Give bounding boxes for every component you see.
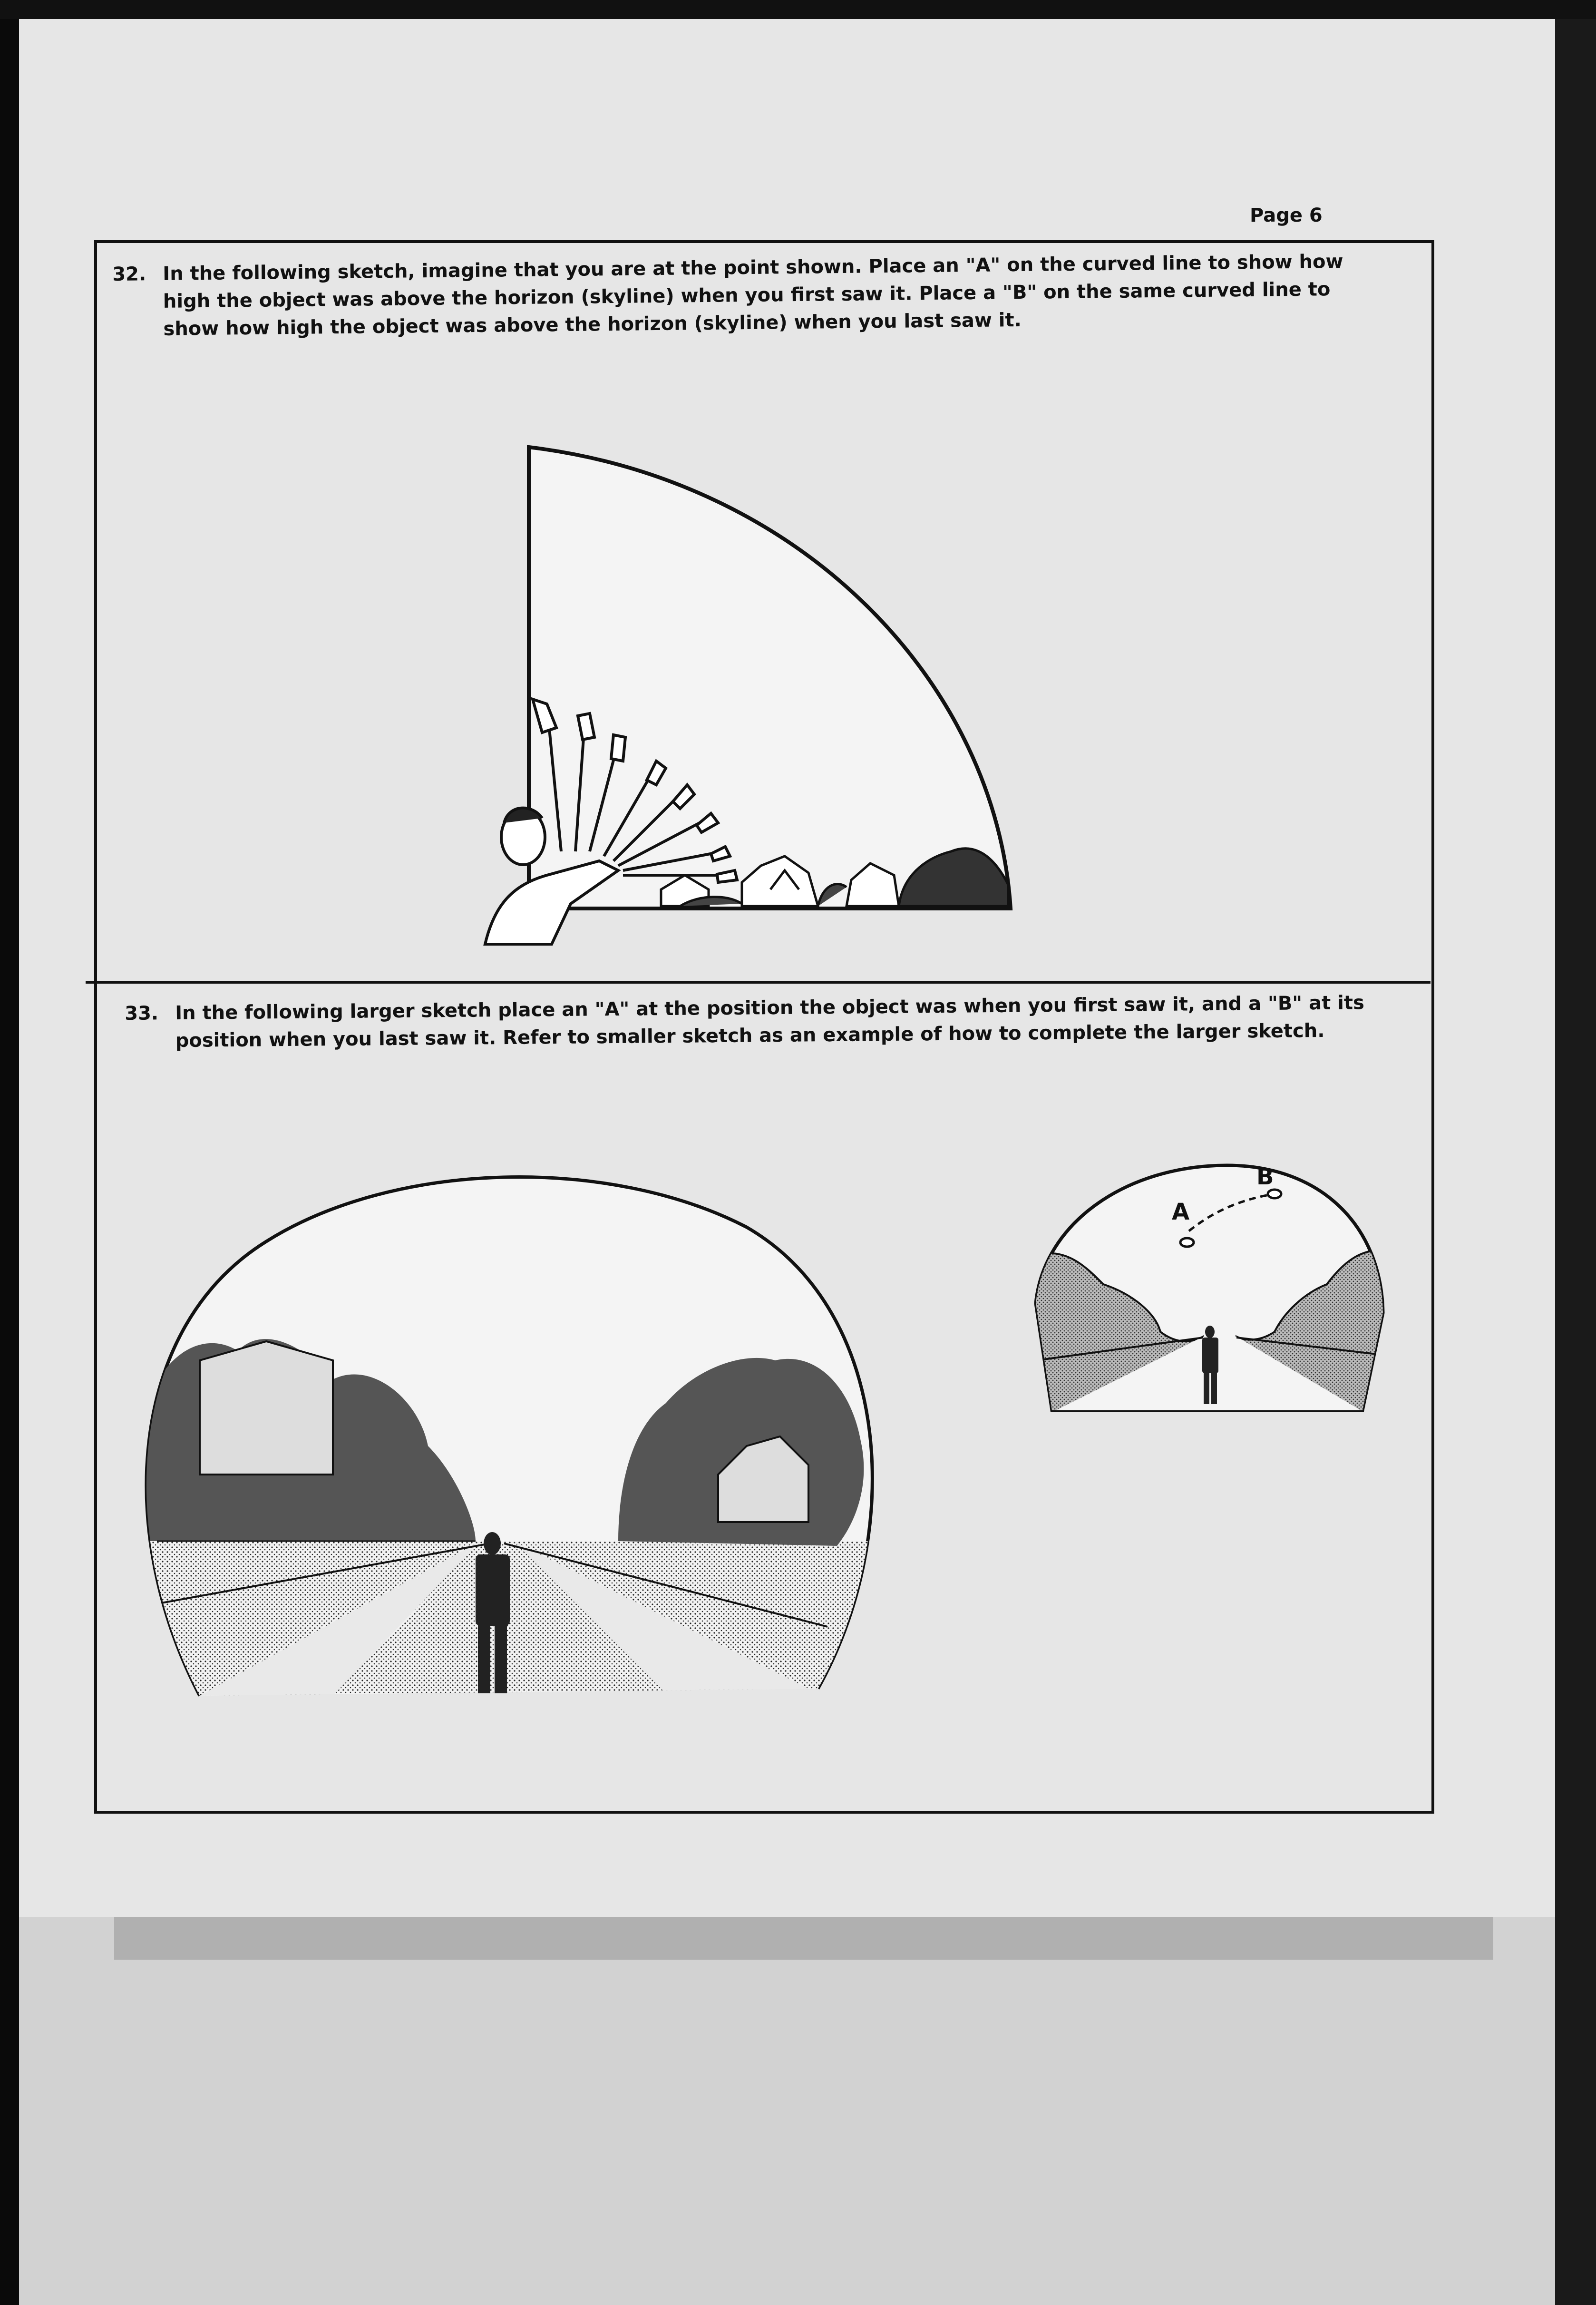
question-33-line-1: In the following larger sketch place an "A" at the position the object was when you first saw it, and a "B" at its <box>175 992 1364 1025</box>
example-label-a: A <box>1172 1199 1190 1225</box>
question-33-line-2: position when you last saw it. Refer to smaller sketch as an example of how to complete the larger sketch. <box>175 1019 1325 1052</box>
quarter-circle-sketch <box>485 447 1011 944</box>
question-32-number: 32. <box>112 263 146 285</box>
question-32-line-2: high the object was above the horizon (skyline) when you first saw it. Place a "B" on the same curved line to <box>163 278 1331 313</box>
question-32-line-3: show how high the object was above the horizon (skyline) when you last saw it. <box>163 309 1022 340</box>
example-small-sketch <box>1032 1165 1389 1413</box>
page-number: Page 6 <box>1250 205 1323 226</box>
question-32-line-1: In the following sketch, imagine that you are at the point shown. Place an "A" on the curved line to show how <box>163 250 1343 285</box>
example-label-b: B <box>1256 1163 1274 1190</box>
question-33-number: 33. <box>125 1002 159 1025</box>
large-street-sketch <box>114 1177 913 1703</box>
